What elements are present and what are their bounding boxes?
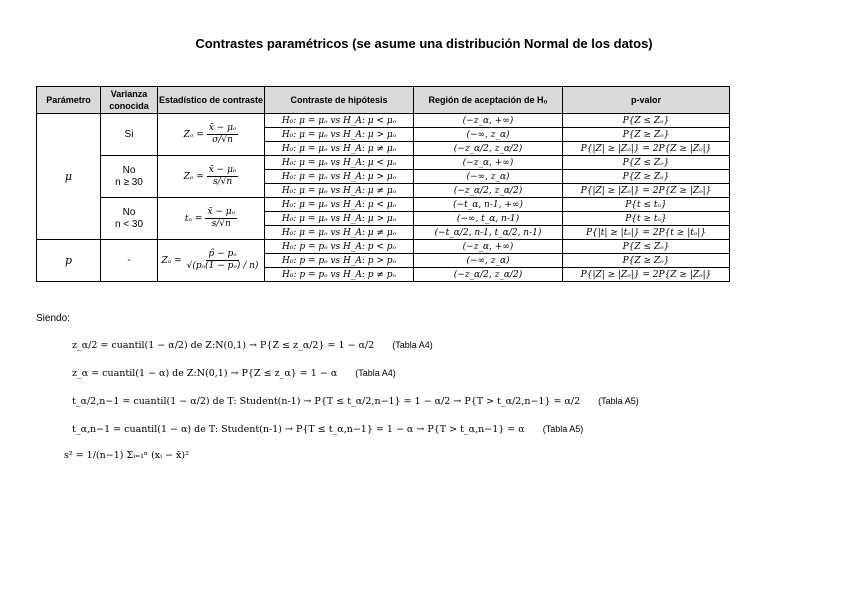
table-row xyxy=(37,198,730,212)
statistic-lhs: Zₒ = xyxy=(183,129,204,140)
statistic-lhs: Zₒ = xyxy=(183,171,204,182)
statistic-denominator: σ/√n xyxy=(212,135,233,145)
parameter-cell: p xyxy=(37,240,101,282)
statistic-lhs: Zₒ = xyxy=(161,255,182,266)
definition-variance: s² = 1/(n−1) Σᵢ₌₁ⁿ (xᵢ − x̄)² xyxy=(64,450,189,461)
region-cell: (−z_α/2, z_α/2) xyxy=(414,184,563,198)
contraste-cell: H₀: μ = μₒ vs H_A: μ ≠ μₒ xyxy=(265,184,414,198)
variance-cell xyxy=(101,156,158,198)
pvalor-cell: P{|Z| ≥ |Zₒ|} = 2P{Z ≥ |Zₒ|} xyxy=(563,142,730,156)
contrasts-table xyxy=(36,86,730,282)
table-row xyxy=(37,114,730,128)
region-cell: (−z_α, +∞) xyxy=(414,156,563,170)
definition-t-alpha: t_α,n−1 = cuantil(1 − α) de T: Student(n-1) → P{T ≤ t_α,n−1} = 1 − α → P{T > t_α,n−1} = α (Tabla A5) xyxy=(72,424,584,435)
variance-cell xyxy=(101,198,158,240)
header-estadistico: Estadístico de contraste xyxy=(158,87,265,114)
region-cell: (−t_α/2, n-1, t_α/2, n-1) xyxy=(414,226,563,240)
contraste-cell: H₀: μ = μₒ vs H_A: μ > μₒ xyxy=(265,170,414,184)
region-cell: (−z_α, +∞) xyxy=(414,114,563,128)
definition-z-alpha-half: z_α/2 = cuantil(1 − α/2) de Z:N(0,1) → P{Z ≤ z_α/2} = 1 − α/2 (Tabla A4) xyxy=(72,340,433,351)
table-ref: (Tabla A4) xyxy=(355,368,396,378)
variance-line: No xyxy=(122,206,136,218)
contraste-cell: H₀: μ = μₒ vs H_A: μ > μₒ xyxy=(265,212,414,226)
contraste-cell: H₀: μ = μₒ vs H_A: μ < μₒ xyxy=(265,156,414,170)
variance-cell xyxy=(101,114,158,156)
parameter-cell: μ xyxy=(37,114,101,240)
pvalor-cell: P{Z ≤ Zₒ} xyxy=(563,240,730,254)
definition-z-alpha: z_α = cuantil(1 − α) de Z:N(0,1) → P{Z ≤ z_α} = 1 − α (Tabla A4) xyxy=(72,368,396,379)
statistic-cell xyxy=(158,240,265,282)
header-parametro: Parámetro xyxy=(37,87,101,114)
statistic-cell xyxy=(158,198,265,240)
variance-line: Si xyxy=(124,128,134,140)
table-row xyxy=(37,240,730,254)
table-ref: (Tabla A5) xyxy=(598,396,639,406)
table-row xyxy=(37,156,730,170)
header-varianza: Varianza conocida xyxy=(101,87,158,114)
siendo-label: Siendo: xyxy=(36,313,70,324)
header-pvalor: p-valor xyxy=(563,87,730,114)
statistic-lhs: tₒ = xyxy=(184,213,203,224)
pvalor-cell: P{|Z| ≥ |Zₒ|} = 2P{Z ≥ |Zₒ|} xyxy=(563,184,730,198)
table-ref: (Tabla A4) xyxy=(392,340,433,350)
region-cell: (−∞, z_α) xyxy=(414,128,563,142)
statistic-numerator: x̄ − μₒ xyxy=(208,123,237,133)
statistic-numerator: x̄ − μₒ xyxy=(207,207,236,217)
region-cell: (−∞, t_α, n-1) xyxy=(414,212,563,226)
table-ref: (Tabla A5) xyxy=(542,424,584,434)
statistic-numerator: p̂ − pₒ xyxy=(208,249,237,259)
contraste-cell: H₀: μ = μₒ vs H_A: μ < μₒ xyxy=(265,198,414,212)
contraste-cell: H₀: p = pₒ vs H_A: p > pₒ xyxy=(265,254,414,268)
statistic-numerator: x̄ − μₒ xyxy=(208,165,237,175)
contraste-cell: H₀: p = pₒ vs H_A: p ≠ pₒ xyxy=(265,268,414,282)
definition-t-alpha-half: t_α/2,n−1 = cuantil(1 − α/2) de T: Student(n-1) → P{T ≤ t_α/2,n−1} = 1 − α/2 → P{T > t_α/2,n−1} = α/2 (Tabla A5) xyxy=(72,396,639,407)
header-region: Región de aceptación de H₀ xyxy=(414,87,563,114)
statistic-denominator: √(pₒ(1 − pₒ) / n) xyxy=(186,261,259,271)
pvalor-cell: P{|Z| ≥ |Zₒ|} = 2P{Z ≥ |Zₒ|} xyxy=(563,268,730,282)
statistic-cell xyxy=(158,114,265,156)
pvalor-cell: P{Z ≥ Zₒ} xyxy=(563,254,730,268)
pvalor-cell: P{Z ≤ Zₒ} xyxy=(563,114,730,128)
pvalor-cell: P{Z ≥ Zₒ} xyxy=(563,170,730,184)
variance-line: No xyxy=(122,164,136,176)
contraste-cell: H₀: μ = μₒ vs H_A: μ ≠ μₒ xyxy=(265,142,414,156)
statistic-denominator: s/√n xyxy=(212,177,233,187)
contraste-cell: H₀: p = pₒ vs H_A: p < pₒ xyxy=(265,240,414,254)
contraste-cell: H₀: μ = μₒ vs H_A: μ > μₒ xyxy=(265,128,414,142)
table-header-row xyxy=(37,87,730,114)
variance-line: - xyxy=(127,254,131,266)
contraste-cell: H₀: μ = μₒ vs H_A: μ < μₒ xyxy=(265,114,414,128)
header-contraste: Contraste de hipótesis xyxy=(265,87,414,114)
region-cell: (−z_α, +∞) xyxy=(414,240,563,254)
pvalor-cell: P{|t| ≥ |tₒ|} = 2P{t ≥ |tₒ|} xyxy=(563,226,730,240)
pvalor-cell: P{Z ≤ Zₒ} xyxy=(563,156,730,170)
pvalor-cell: P{t ≥ tₒ} xyxy=(563,212,730,226)
page-title: Contrastes paramétricos (se asume una distribución Normal de los datos) xyxy=(195,36,653,51)
region-cell: (−∞, z_α) xyxy=(414,170,563,184)
region-cell: (−∞, z_α) xyxy=(414,254,563,268)
pvalor-cell: P{Z ≥ Zₒ} xyxy=(563,128,730,142)
variance-line: n < 30 xyxy=(114,218,144,230)
variance-cell xyxy=(101,240,158,282)
region-cell: (−z_α/2, z_α/2) xyxy=(414,268,563,282)
pvalor-cell: P{t ≤ tₒ} xyxy=(563,198,730,212)
statistic-denominator: s/√n xyxy=(211,219,231,229)
variance-line: n ≥ 30 xyxy=(115,176,143,188)
contraste-cell: H₀: μ = μₒ vs H_A: μ ≠ μₒ xyxy=(265,226,414,240)
region-cell: (−t_α, n-1, +∞) xyxy=(414,198,563,212)
region-cell: (−z_α/2, z_α/2) xyxy=(414,142,563,156)
table-body xyxy=(37,114,730,282)
statistic-cell xyxy=(158,156,265,198)
